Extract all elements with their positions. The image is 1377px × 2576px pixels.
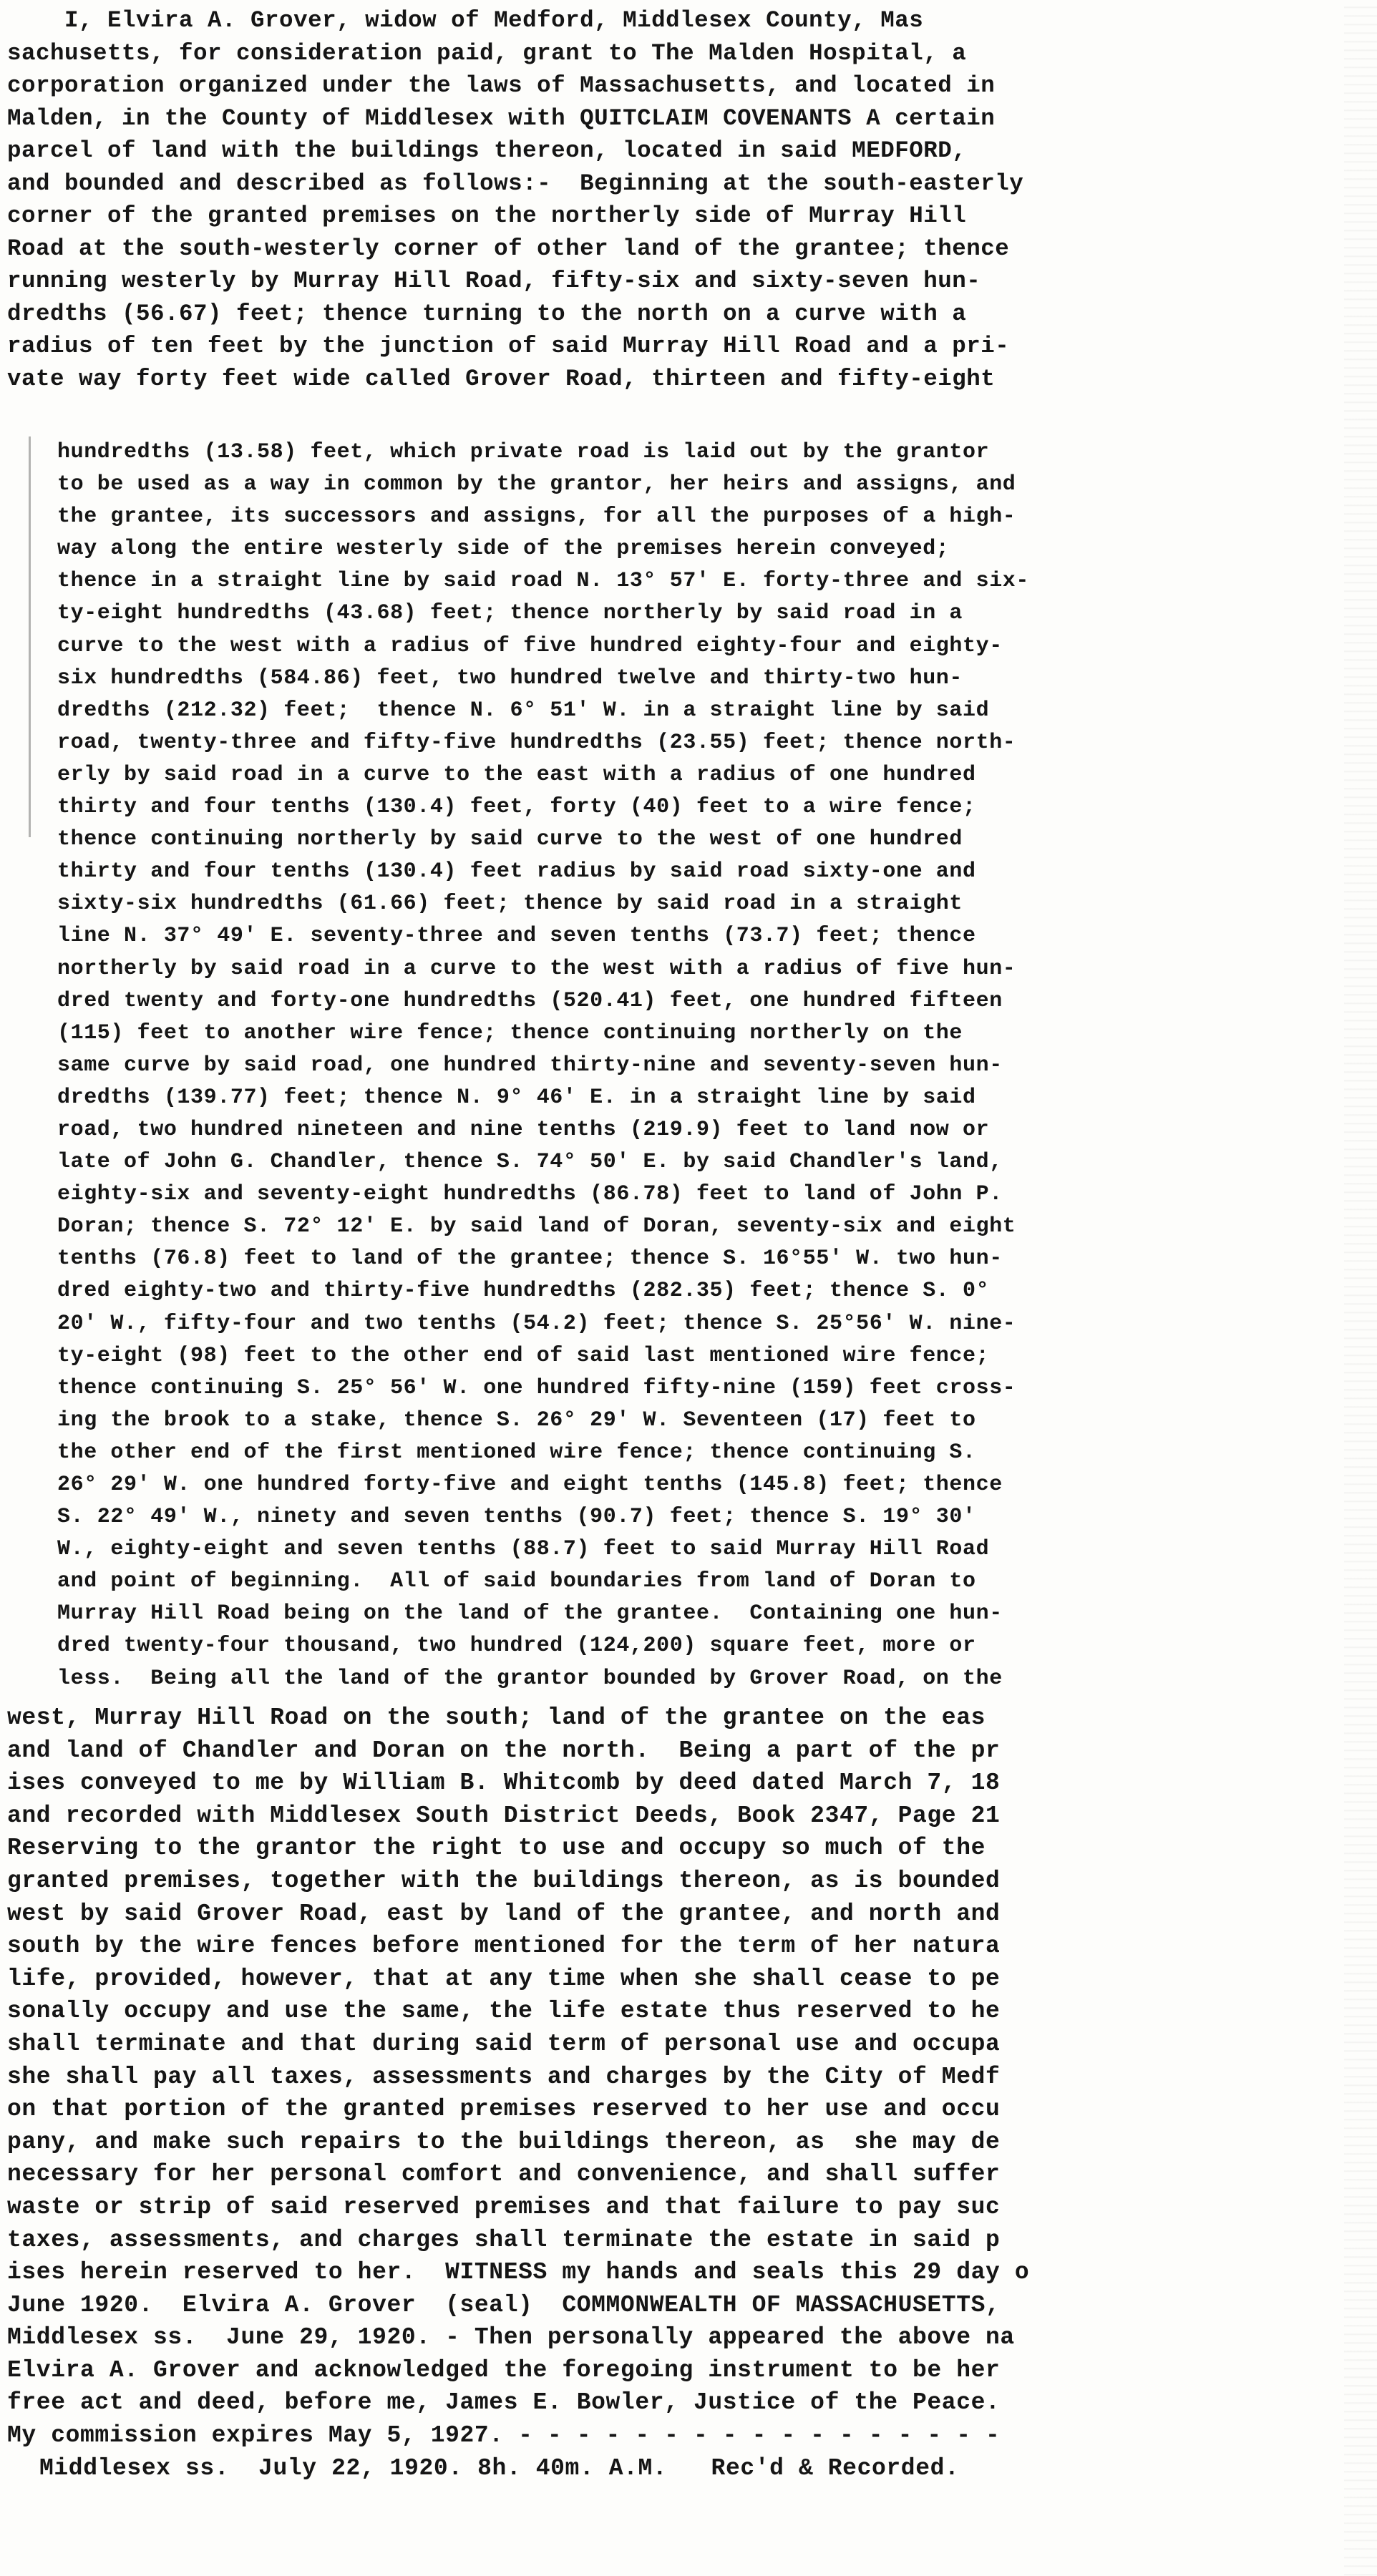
text-line: corporation organized under the laws of Massachusetts, and located in [7, 72, 996, 99]
text-line: curve to the west with a radius of five hundred eighty-four and eighty- [57, 633, 1003, 658]
text-line: free act and deed, before me, James E. Bowler, Justice of the Peace. [7, 2389, 1001, 2416]
text-line: necessary for her personal comfort and convenience, and shall suffer [7, 2161, 1001, 2188]
text-line: ises conveyed to me by William B. Whitcomb by deed dated March 7, 18 [7, 1770, 1001, 1797]
text-line: sonally occupy and use the same, the life estate thus reserved to he [7, 1998, 1001, 2025]
text-line: west, Murray Hill Road on the south; land of the grantee on the eas [7, 1704, 986, 1731]
text-line: radius of ten feet by the junction of said Murray Hill Road and a pri- [7, 333, 1010, 359]
text-line: ing the brook to a stake, thence S. 26° 29' W. Seventeen (17) feet to [57, 1407, 976, 1433]
text-line: and bounded and described as follows:- Beginning at the south-easterly [7, 170, 1024, 197]
text-line: and land of Chandler and Doran on the north. Being a part of the pr [7, 1737, 1001, 1764]
text-line: running westerly by Murray Hill Road, fifty-six and sixty-seven hun- [7, 268, 981, 294]
text-line: six hundredths (584.86) feet, two hundred twelve and thirty-two hun- [57, 665, 963, 691]
text-line: line N. 37° 49' E. seventy-three and seven tenths (73.7) feet; thence [57, 924, 976, 949]
text-line: dredths (212.32) feet; thence N. 6° 51' W. in a straight line by said [57, 698, 990, 723]
text-line: south by the wire fences before mentioned for the term of her natura [7, 1933, 1001, 1960]
text-line: the other end of the first mentioned wire fence; thence continuing S. [57, 1440, 976, 1465]
text-line: the grantee, its successors and assigns, for all the purposes of a high- [57, 504, 1016, 530]
text-line: parcel of land with the buildings thereon, located in said MEDFORD, [7, 137, 967, 164]
text-line: dred twenty and forty-one hundredths (520.41) feet, one hundred fifteen [57, 988, 1003, 1013]
text-line: Doran; thence S. 72° 12' E. by said land of Doran, seventy-six and eight [57, 1214, 1016, 1239]
text-line: shall terminate and that during said term of personal use and occupa [7, 2030, 1001, 2057]
text-line: thirty and four tenths (130.4) feet radius by said road sixty-one and [57, 859, 976, 884]
deed-paragraph-opening [0, 4, 1377, 395]
text-line: Road at the south-westerly corner of other land of the grantee; thence [7, 235, 1010, 262]
text-line: corner of the granted premises on the northerly side of Murray Hill [7, 203, 967, 229]
text-line: ty-eight hundredths (43.68) feet; thence northerly by said road in a [57, 601, 963, 626]
deed-paragraph-bounds [0, 436, 1377, 1695]
text-line: (115) feet to another wire fence; thence continuing northerly on the [57, 1020, 963, 1045]
text-line: less. Being all the land of the grantor bounded by Grover Road, on the [57, 1666, 1003, 1691]
text-line: Murray Hill Road being on the land of the grantee. Containing one hun- [57, 1601, 1003, 1626]
text-line: erly by said road in a curve to the east with a radius of one hundred [57, 762, 976, 787]
text-line: road, twenty-three and fifty-five hundredths (23.55) feet; thence north- [57, 730, 1016, 755]
text-line: W., eighty-eight and seven tenths (88.7) feet to said Murray Hill Road [57, 1537, 990, 1562]
text-line: thirty and four tenths (130.4) feet, forty (40) feet to a wire fence; [57, 795, 976, 820]
text-line: waste or strip of said reserved premises and that failure to pay suc [7, 2193, 1001, 2220]
text-line: tenths (76.8) feet to land of the grantee; thence S. 16°55' W. two hun- [57, 1246, 1003, 1272]
text-line: dredths (139.77) feet; thence N. 9° 46' E. in a straight line by said [57, 1085, 976, 1110]
text-line: S. 22° 49' W., ninety and seven tenths (90.7) feet; thence S. 19° 30' [57, 1505, 976, 1530]
text-line: ises herein reserved to her. WITNESS my hands and seals this 29 day o [7, 2259, 1030, 2286]
text-line: thence in a straight line by said road N. 13° 57' E. forty-three and six- [57, 569, 1030, 594]
text-line: she shall pay all taxes, assessments and charges by the City of Medf [7, 2063, 1001, 2090]
recording-line: Middlesex ss. July 22, 1920. 8h. 40m. A.M. Rec'd & Recorded. [39, 2454, 960, 2482]
text-line: northerly by said road in a curve to the west with a radius of five hun- [57, 956, 1016, 981]
text-line: 20' W., fifty-four and two tenths (54.2) feet; thence S. 25°56' W. nine- [57, 1311, 1016, 1336]
text-line: sachusetts, for consideration paid, grant to The Malden Hospital, a [7, 39, 967, 67]
text-line: vate way forty feet wide called Grover Road, thirteen and fifty-eight [7, 365, 996, 392]
text-line: to be used as a way in common by the grantor, her heirs and assigns, and [57, 472, 1016, 497]
text-line: road, two hundred nineteen and nine tenths (219.9) feet to land now or [57, 1117, 990, 1142]
text-line: sixty-six hundredths (61.66) feet; thence by said road in a straight [57, 892, 963, 917]
text-line: Malden, in the County of Middlesex with QUITCLAIM COVENANTS A certain [7, 104, 996, 132]
text-line: hundredths (13.58) feet, which private road is laid out by the grantor [57, 440, 990, 464]
text-line: Elvira A. Grover and acknowledged the foregoing instrument to be her [7, 2356, 1001, 2384]
text-line: 26° 29' W. one hundred forty-five and eight tenths (145.8) feet; thence [57, 1473, 1003, 1497]
text-line: Reserving to the grantor the right to use and occupy so much of the [7, 1835, 986, 1862]
scan-edge-noise [1344, 0, 1377, 2576]
text-line: thence continuing S. 25° 56' W. one hundred fifty-nine (159) feet cross- [57, 1375, 1016, 1400]
text-line: pany, and make such repairs to the buildings thereon, as she may de [7, 2128, 1001, 2155]
text-line: on that portion of the granted premises reserved to her use and occu [7, 2096, 1001, 2123]
text-line: and recorded with Middlesex South District Deeds, Book 2347, Page 21 [7, 1802, 1001, 1829]
text-line: I, Elvira A. Grover, widow of Medford, Middlesex County, Mas [7, 7, 924, 34]
text-line: dred twenty-four thousand, two hundred (124,200) square feet, more or [57, 1634, 976, 1659]
text-line: thence continuing northerly by said curve to the west of one hundred [57, 827, 963, 852]
text-line: granted premises, together with the buildings thereon, as is bounded [7, 1867, 1001, 1894]
text-line: My commission expires May 5, 1927. - - - - - - - - - - - - - - - - - [7, 2422, 1001, 2449]
text-line: same curve by said road, one hundred thirty-nine and seventy-seven hun- [57, 1053, 1003, 1078]
text-line: west by said Grover Road, east by land of the grantee, and north and [7, 1900, 1001, 1927]
text-line: taxes, assessments, and charges shall terminate the estate in said p [7, 2226, 1001, 2253]
text-line: June 1920. Elvira A. Grover (seal) COMMONWEALTH OF MASSACHUSETTS, [7, 2291, 1001, 2318]
text-line: and point of beginning. All of said boundaries from land of Doran to [57, 1569, 976, 1594]
text-line: ty-eight (98) feet to the other end of said last mentioned wire fence; [57, 1343, 990, 1368]
text-line: way along the entire westerly side of the premises herein conveyed; [57, 537, 950, 562]
deed-paragraph-reservation [0, 1702, 1377, 2484]
text-line: eighty-six and seventy-eight hundredths (86.78) feet to land of John P. [57, 1182, 1003, 1207]
text-line: life, provided, however, that at any time when she shall cease to pe [7, 1965, 1001, 1992]
text-line: dredths (56.67) feet; thence turning to the north on a curve with a [7, 300, 967, 327]
text-line: Middlesex ss. June 29, 1920. - Then personally appeared the above na [7, 2324, 1015, 2351]
text-line: late of John G. Chandler, thence S. 74° 50' E. by said Chandler's land, [57, 1150, 1003, 1175]
text-line: dred eighty-two and thirty-five hundredths (282.35) feet; thence S. 0° [57, 1279, 990, 1304]
